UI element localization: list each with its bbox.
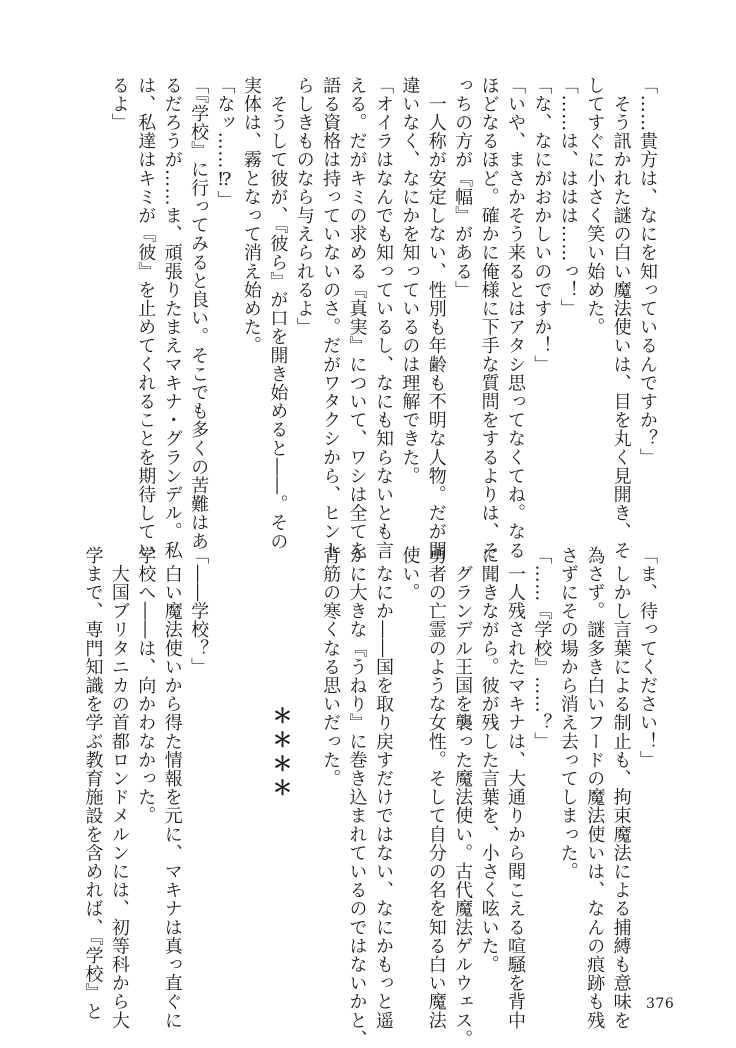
text-line bbox=[238, 546, 264, 986]
text-line: してすぐに小さく笑い始めた。 bbox=[584, 76, 606, 337]
text-line: しかし言葉による制止も、拘束魔法による捕縛も意味を bbox=[610, 546, 632, 1030]
text-line: 語る資格は持っていないのさ。だがワタクシから、ヒント bbox=[320, 76, 342, 560]
lower-text-block bbox=[79, 546, 660, 1048]
text-line: 一人残されたマキナは、大通りから聞こえる喧騒を背中 bbox=[504, 546, 526, 1030]
text-line: 背筋の寒くなる思いだった。 bbox=[320, 546, 342, 788]
text-line: 勇者の亡霊のような女性。そして自分の名を知る白い魔法 bbox=[425, 546, 447, 1030]
text-line: 大国ブリタニカの首都ロンドメルンには、初等科から大 bbox=[108, 546, 130, 1030]
text-line: 「いや、まさかそう来るとはアタシ思ってなくてね。なる bbox=[504, 76, 526, 560]
text-line: 「な、なにがおかしいのですか！」 bbox=[531, 76, 553, 374]
text-line: なにか――国を取り戻すだけではない、なにかもっと遥 bbox=[372, 546, 394, 1030]
text-line: 使い。 bbox=[399, 546, 421, 602]
text-line: っちの方が『幅』がある」 bbox=[452, 76, 474, 300]
text-line: 「『学校』に行ってみると良い。そこでも多くの苦難はあ bbox=[188, 76, 210, 551]
upper-text-block bbox=[105, 76, 660, 560]
text-line: そうして彼が、『彼ら』が口を開き始めると――。その bbox=[267, 76, 289, 551]
text-line: は、私達はキミが『彼』を止めてくれることを期待してい bbox=[135, 76, 157, 560]
text-line: 「ま、待ってください！」 bbox=[637, 546, 658, 770]
text-line: 「……『学校』……？」 bbox=[531, 546, 553, 751]
text-line: 「オイラはなんでも知っているし、なにも知らないとも言 bbox=[372, 76, 394, 560]
text-line: かに大きな『うねり』に巻き込まれているのではないかと、 bbox=[346, 546, 368, 1048]
text-line: える。だがキミの求める『真実』について、ワシは全てを bbox=[346, 76, 368, 560]
text-line: グランデル王国を襲った魔法使い。古代魔法ゲルウェス。 bbox=[452, 546, 474, 1048]
text-line bbox=[211, 546, 237, 986]
text-line: らしきものなら与えられるよ」 bbox=[293, 76, 315, 337]
text-line: るよ」 bbox=[108, 76, 130, 132]
text-line: ほどなるほど。確かに俺様に下手な質問をするよりは、そ bbox=[478, 76, 500, 560]
page-number: 376 bbox=[646, 996, 675, 1012]
text-line: 違いなく、なにかを知っているのは理解できた。 bbox=[399, 76, 421, 486]
scene-separator: ＊＊＊＊ bbox=[269, 705, 293, 801]
text-line: 白い魔法使いから得た情報を元に、マキナは真っ直ぐに bbox=[161, 546, 183, 1030]
text-line: るだろうが……ま、頑張りたまえマキナ・グランデル。私 bbox=[161, 76, 183, 560]
text-line: 学まで、専門知識を学ぶ教育施設を含めれば、『学校』と bbox=[82, 546, 104, 1021]
text-line: 学校へ――は、向かわなかった。 bbox=[135, 546, 157, 825]
text-line: 為さず。謎多き白いフードの魔法使いは、なんの痕跡も残 bbox=[584, 546, 606, 1030]
text-line: そう訊かれた謎の白い魔法使いは、目を丸く見開き、そ bbox=[610, 76, 632, 560]
text-line: に聞きながら。彼が残した言葉を、小さく呟いた。 bbox=[478, 546, 500, 974]
text-line: 一人称が安定しない、性別も年齢も不明な人物。だが間 bbox=[425, 76, 447, 560]
text-line: 「なッ……⁉」 bbox=[214, 76, 236, 210]
text-line: 実体は、霧となって消え始めた。 bbox=[240, 76, 262, 355]
text-line: 「……貴方は、なにを知っているんですか？」 bbox=[637, 76, 658, 467]
text-line: さずにその場から消え去ってしまった。 bbox=[557, 546, 579, 881]
text-line: 「……は、ははは……っ！」 bbox=[557, 76, 579, 318]
text-line: 「――学校？」 bbox=[188, 546, 210, 677]
